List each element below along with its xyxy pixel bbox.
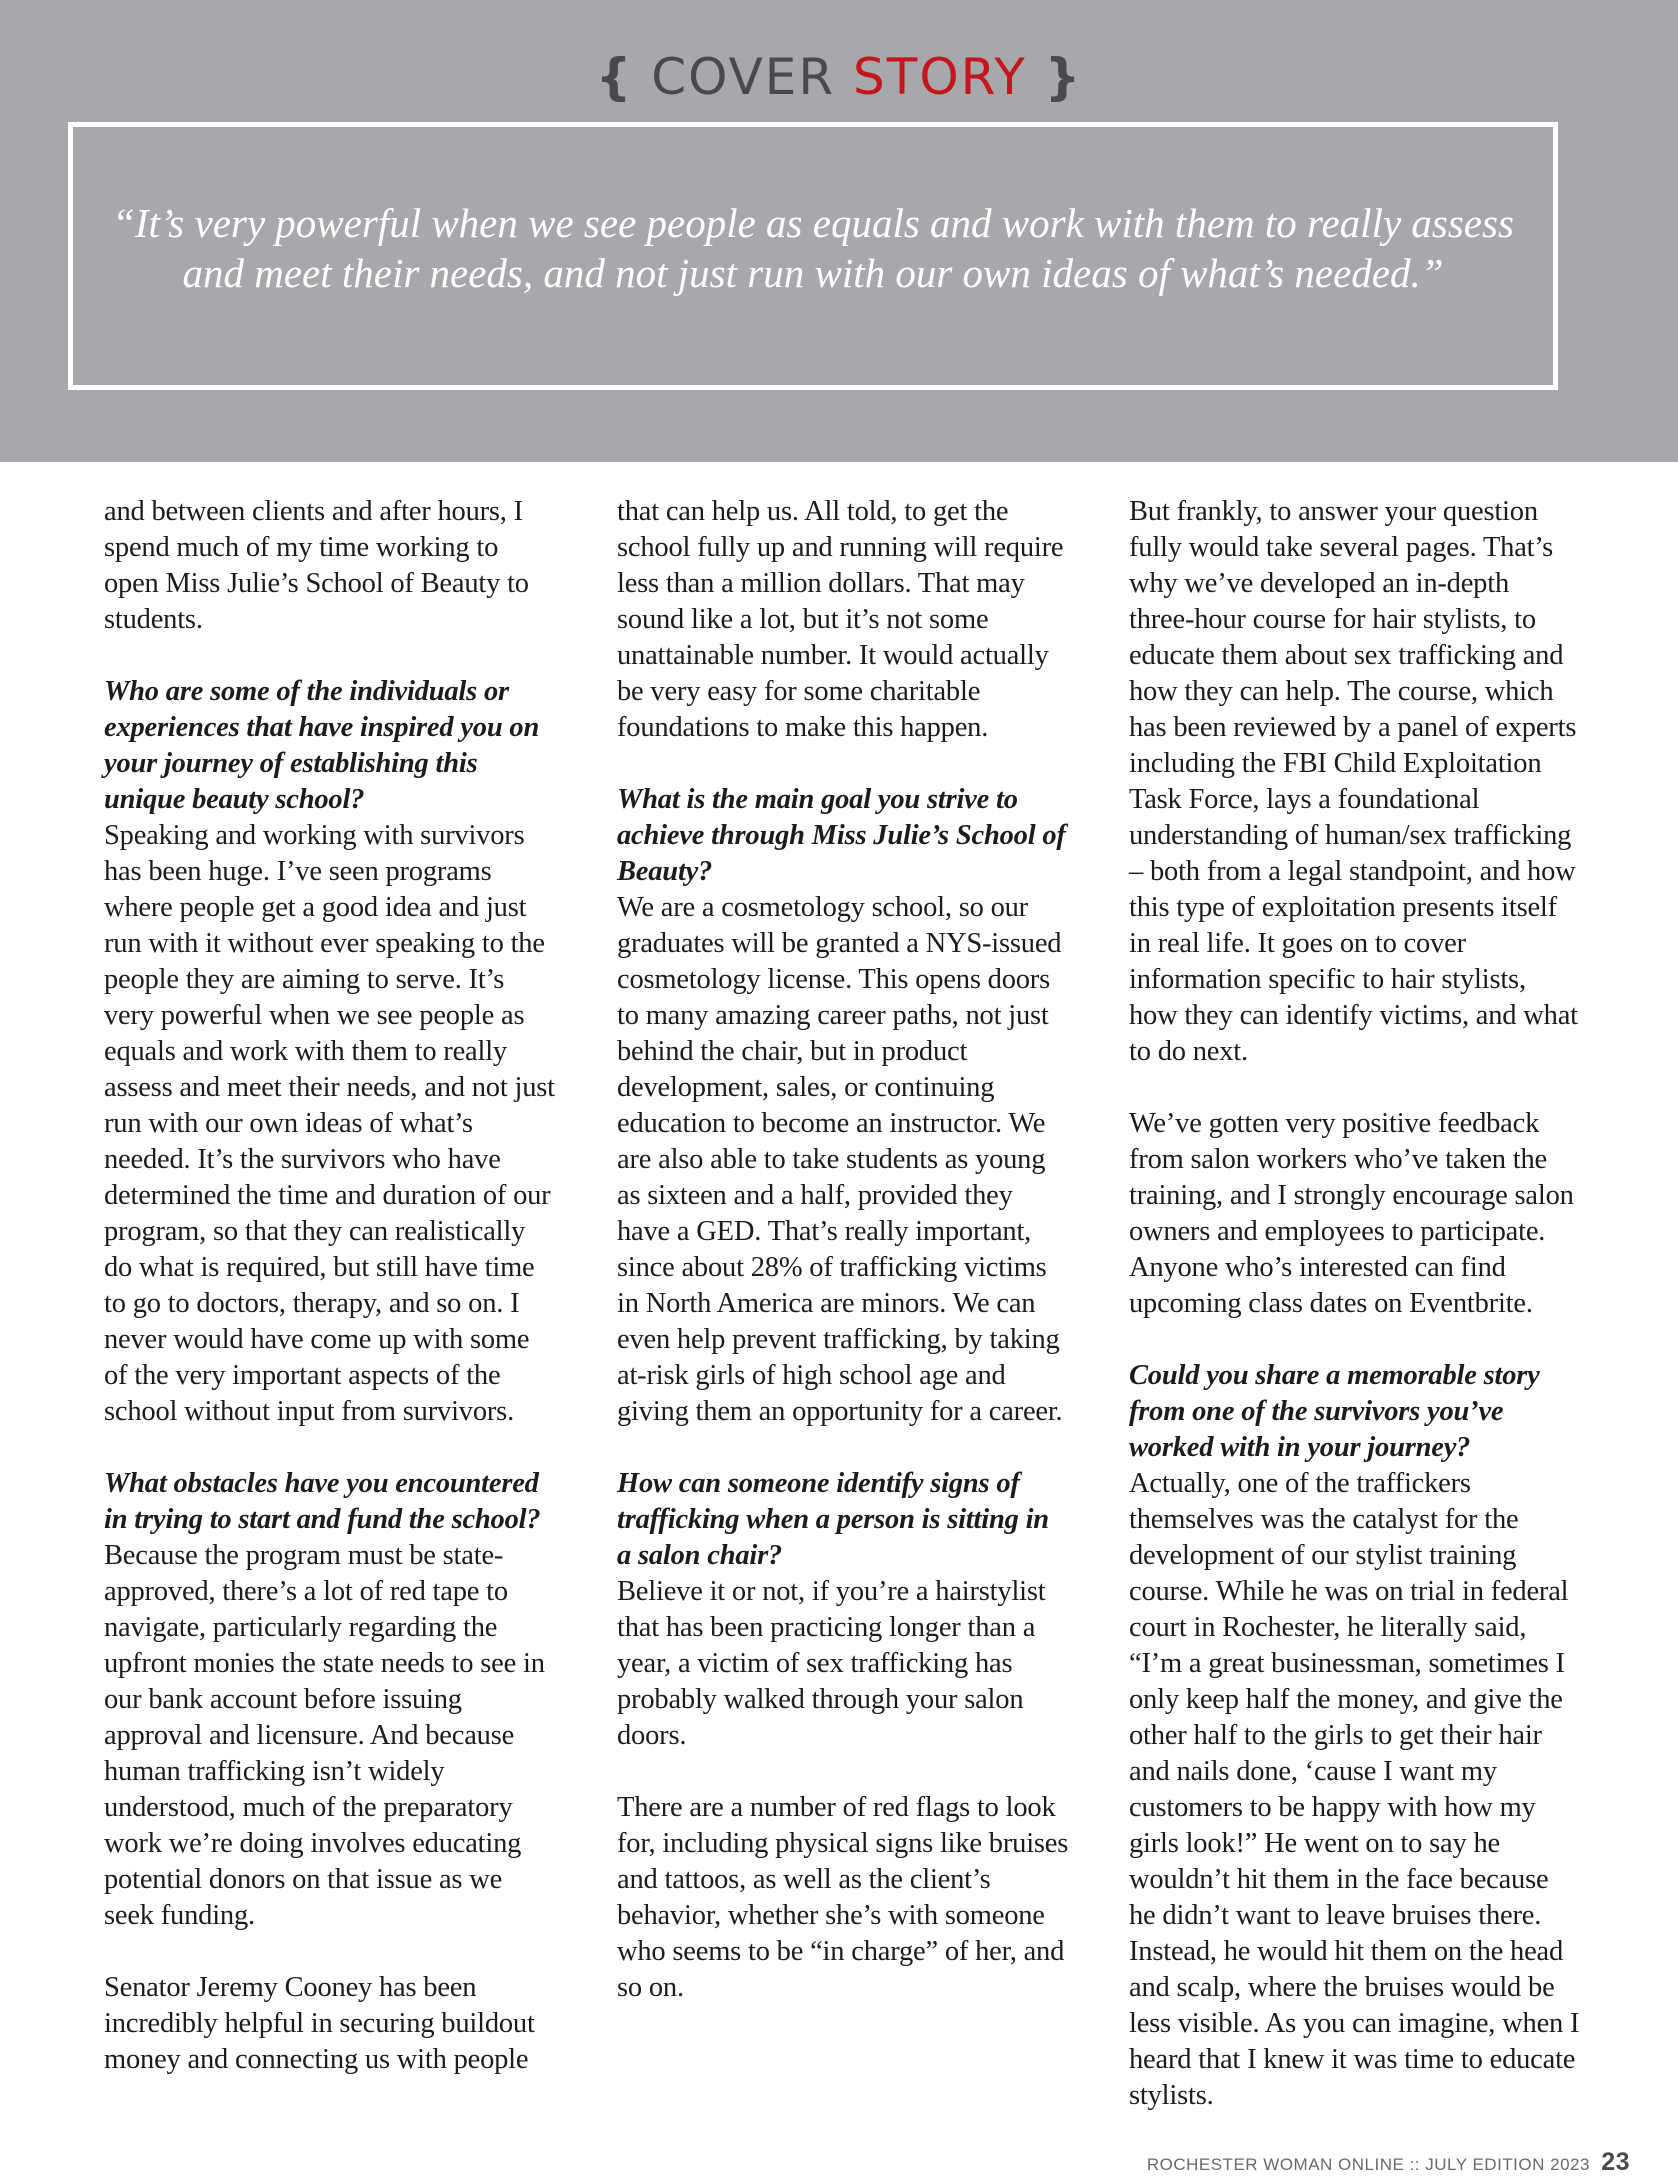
interview-question: Who are some of the individuals or experiences that have inspired you on your journey of establishing this unique beauty school? — [104, 676, 540, 815]
interview-answer: Believe it or not, if you’re a hairstylist that has been practicing longer than a year, a victim of sex trafficking has probably walked through your salon doors. — [617, 1576, 1046, 1751]
page-footer — [1147, 2148, 1630, 2177]
paragraph: But frankly, to answer your question fully would take several pages. That’s why we’ve developed an in-depth three-hour course for hair stylists, to educate them about sex trafficking and how they can help. The course, which has been reviewed by a panel of experts including the FBI Child Exploitation Task Force, lays a foundational understanding of human/sex trafficking – both from a legal standpoint, and how this type of exploitation presents itself in real life. It goes on to cover information specific to hair stylists, how they can identify victims, and what to do next. — [1129, 496, 1578, 1067]
page-number: 23 — [1601, 2148, 1630, 2176]
interview-question: How can someone identify signs of trafficking when a person is sitting in a salon chair? — [617, 1468, 1049, 1571]
paragraph: and between clients and after hours, I spend much of my time working to open Miss Julie’s School of Beauty to students. — [104, 496, 529, 635]
interview-answer: Because the program must be state-approved, there’s a lot of red tape to navigate, particularly regarding the upfront monies the state needs to see in our bank account before issuing approval and licensure. And because human trafficking isn’t widely understood, much of the preparatory work we’re doing involves educating potential donors on that issue as we seek funding. — [104, 1540, 545, 1931]
title-cover: COVER — [651, 48, 836, 106]
interview-answer: We are a cosmetology school, so our graduates will be granted a NYS-issued cosmetology license. This opens doors to many amazing career paths, not just behind the chair, but in product development, sales, or continuing education to become an instructor. We are also able to take students as young as sixteen and a half, provided they have a GED. That’s really important, since about 28% of trafficking victims in North America are minors. We can even help prevent trafficking, by taking at-risk girls of high school age and giving them an opportunity for a career. — [617, 892, 1063, 1427]
brace-close: } — [1044, 48, 1083, 106]
title-story: STORY — [853, 48, 1027, 106]
article-column-3 — [1129, 494, 1581, 2114]
publication-name: ROCHESTER WOMAN ONLINE :: JULY EDITION 2023 — [1146, 2155, 1590, 2174]
paragraph: There are a number of red flags to look for, including physical signs like bruises and tattoos, as well as the client’s behavior, whether she’s with someone who seems to be “in charge” of her, and so on. — [617, 1792, 1069, 2003]
interview-question: What obstacles have you encountered in trying to start and fund the school? — [104, 1468, 541, 1535]
pull-quote: “It’s very powerful when we see people as equals and work with them to really assess and meet their needs, and not just run with our own ideas of what’s needed.” — [112, 200, 1514, 296]
paragraph: Senator Jeremy Cooney has been incredibly helpful in securing buildout money and connecting us with people — [104, 1972, 535, 2075]
section-title — [0, 48, 1678, 106]
paragraph: We’ve gotten very positive feedback from salon workers who’ve taken the training, and I strongly encourage salon owners and employees to participate. Anyone who’s interested can find upcoming class dates on Eventbrite. — [1129, 1108, 1574, 1319]
interview-answer: Speaking and working with survivors has been huge. I’ve seen programs where people get a good idea and just run with it without ever speaking to the people they are aiming to serve. It’s very powerful when we see people as equals and work with them to really assess and meet their needs, and not just run with our own ideas of what’s needed. It’s the survivors who have determined the time and duration of our program, so that they can realistically do what is required, but still have time to go to doctors, therapy, and so on. I never would have come up with some of the very important aspects of the school without input from survivors. — [104, 820, 555, 1427]
brace-open: { — [595, 48, 634, 106]
interview-question: What is the main goal you strive to achieve through Miss Julie’s School of Beauty? — [617, 784, 1066, 887]
pull-quote-box — [68, 122, 1558, 390]
interview-question: Could you share a memorable story from one of the survivors you’ve worked with in your journey? — [1129, 1360, 1540, 1463]
article-column-2 — [617, 494, 1069, 2006]
interview-answer: Actually, one of the traffickers themselves was the catalyst for the development of our stylist training course. While he was on trial in federal court in Rochester, he literally said, “I’m a great businessman, sometimes I only keep half the money, and give the other half to the girls to get their hair and nails done, ‘cause I want my customers to be happy with how my girls look!” He went on to say he wouldn’t hit them in the face because he didn’t want to leave bruises there. Instead, he would hit them on the head and scalp, where the bruises would be less visible. As you can imagine, when I heard that I knew it was time to educate stylists. — [1129, 1468, 1580, 2111]
paragraph: that can help us. All told, to get the school fully up and running will require less than a million dollars. That may sound like a lot, but it’s not some unattainable number. It would actually be very easy for some charitable foundations to make this happen. — [617, 496, 1064, 743]
article-column-1 — [104, 494, 556, 2078]
